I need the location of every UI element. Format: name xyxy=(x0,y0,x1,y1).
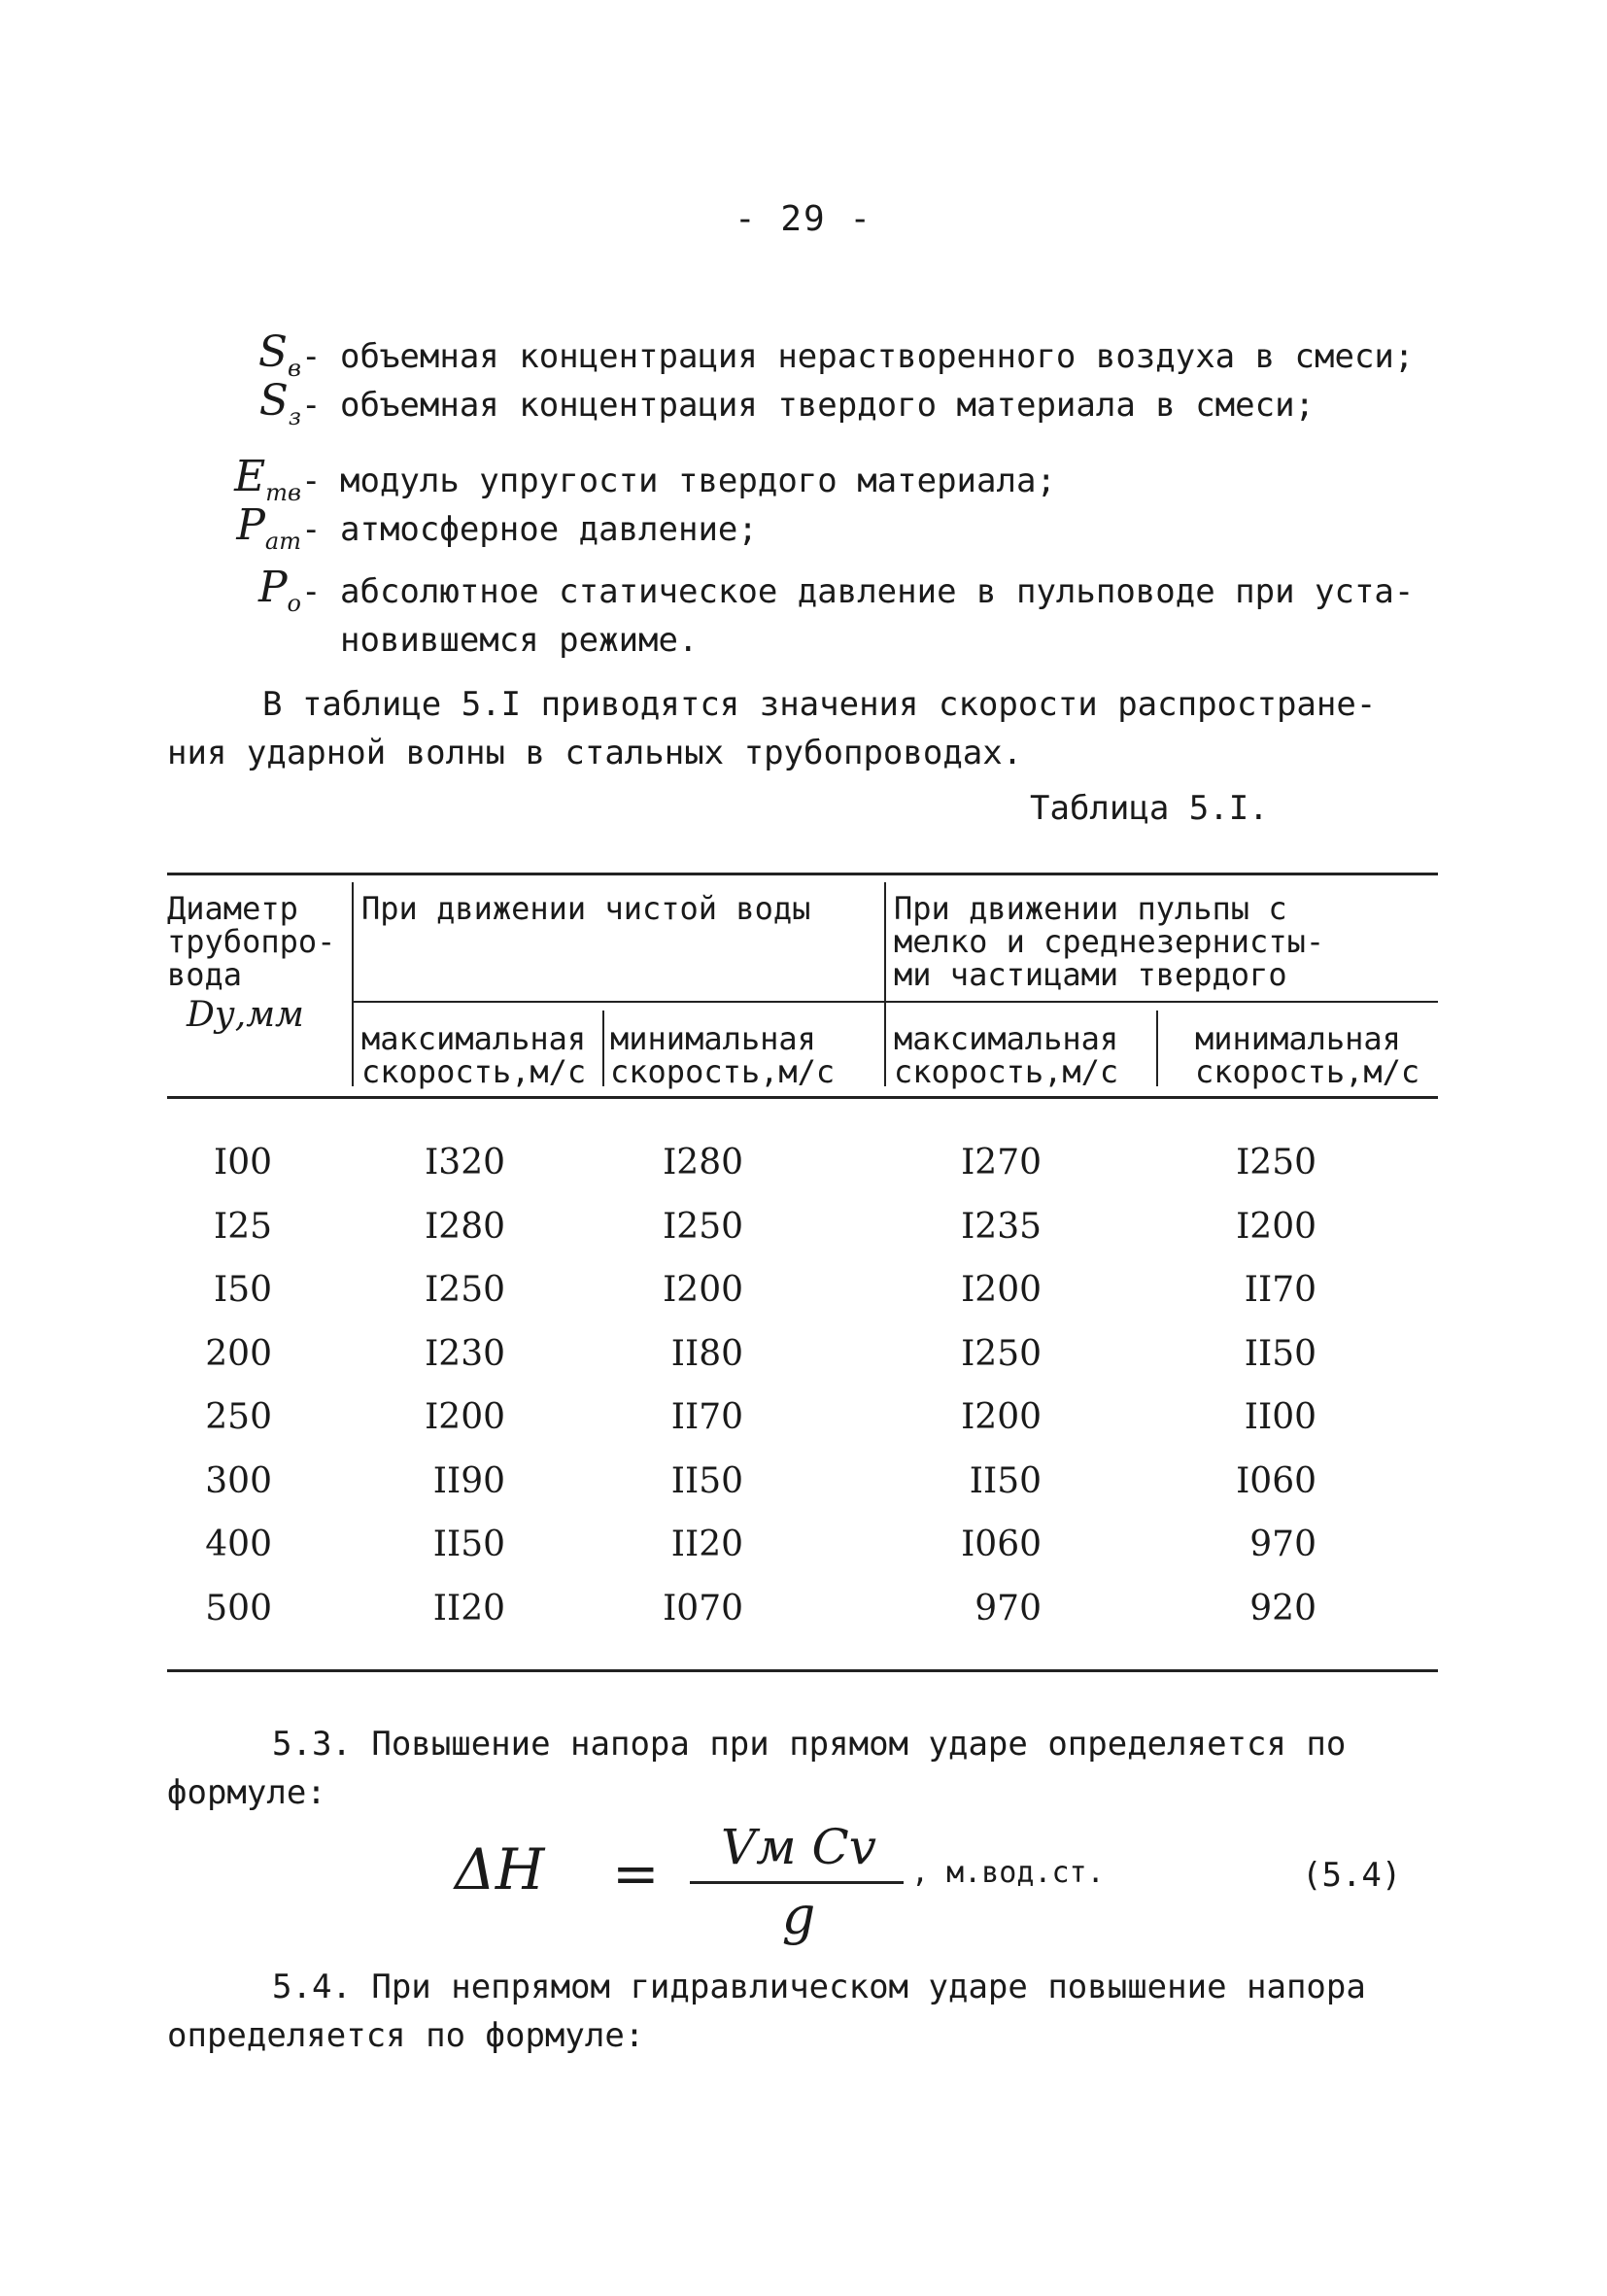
para-5-3-line-2: формуле: xyxy=(167,1773,326,1812)
speed-cell: I250 xyxy=(663,1206,743,1247)
speed-cell: I200 xyxy=(663,1270,743,1310)
formula-numerator: Vм Cv xyxy=(721,1819,876,1875)
diameter-cell: 400 xyxy=(205,1525,272,1564)
speed-cell: I070 xyxy=(663,1588,743,1628)
para-5-4-line-1: 5.4. При непрямом гидравлическом ударе повышение напора xyxy=(272,1968,1366,2006)
formula-5-4 xyxy=(447,1819,1477,1946)
table-top-rule xyxy=(167,873,1438,875)
table-header-rule xyxy=(167,1096,1438,1099)
column-divider xyxy=(352,882,354,1086)
speed-cell: I250 xyxy=(1236,1143,1316,1182)
speed-cell: I200 xyxy=(961,1270,1042,1310)
formula-number: (5.4) xyxy=(1302,1856,1402,1895)
speed-cell: II90 xyxy=(432,1460,505,1501)
column-divider xyxy=(1156,1011,1158,1086)
speed-cell: II20 xyxy=(432,1588,505,1628)
intro-line-1: В таблице 5.I приводятся значения скорости распростране- xyxy=(262,685,1377,724)
symbol: $S_з$ xyxy=(258,376,301,430)
speed-cell: II00 xyxy=(1244,1397,1316,1437)
formula-denominator: g xyxy=(781,1885,816,1946)
intro-line-2: ния ударной волны в стальных трубопроводах. xyxy=(167,734,1023,772)
symbol: $S_в$ xyxy=(257,327,301,382)
speed-cell: I320 xyxy=(425,1143,505,1182)
speed-cell: I060 xyxy=(1236,1460,1316,1501)
speed-cell: II20 xyxy=(670,1525,743,1564)
speed-cell: II80 xyxy=(670,1333,743,1374)
speed-cell: I235 xyxy=(961,1206,1042,1247)
symbol: $P_о$ xyxy=(257,563,301,617)
speed-cell: 970 xyxy=(1249,1525,1316,1564)
header-diameter: Диаметр трубопро- вода Dу,мм xyxy=(167,890,336,1035)
column-divider xyxy=(884,882,886,1086)
speed-cell: I200 xyxy=(961,1397,1042,1437)
diameter-cell: 250 xyxy=(205,1397,272,1437)
page-number: - 29 - xyxy=(734,199,873,239)
para-5-3-line-1: 5.3. Повышение напора при прямом ударе определяется по xyxy=(272,1725,1347,1764)
subheader-water-max: максимальная скорость,м/с xyxy=(361,1020,587,1090)
diameter-cell: 300 xyxy=(205,1460,272,1501)
symbol: $P_{ат}$ xyxy=(236,500,301,555)
speed-cell: I270 xyxy=(961,1143,1042,1182)
speed-cell: II70 xyxy=(1244,1270,1316,1310)
para-5-4-line-2: определяется по формуле: xyxy=(167,2016,645,2055)
speed-cell: II50 xyxy=(969,1460,1042,1501)
speed-cell: 920 xyxy=(1249,1588,1316,1628)
column-divider xyxy=(602,1011,604,1086)
speed-cell: I280 xyxy=(663,1143,743,1182)
document-page: - 29 - $S_в$ - объемная концентрация нерастворенного воздуха в смеси; $S_з$ - объемная концентрация твердого материала в смеси; $E_{тв}$ - модуль упругости твердого материала; $P_{ат}$ - атмосферное давление; $P_о$ - абсолютное статическое давление в пульповоде при уста- новившемся режиме. В таблице 5.I приводятся значения скорости распростране- ния ударной волны в стальных трубопроводах. Таблица 5.I. Диаметр трубопро- вода Dу,мм При движении чистой воды При движении пульпы с мелко и среднезернисты- ми частицами твердого максимальная скорость,м/с минимальная скорость,м/с максимальная скорость,м/с минимальная скорость,м/с I00 I320 I280 I270 I250 I25 I280 I250 I235 I200 I50 I250 I200 I200 II70 200 I230 II80 I250 II50 250 I200 II70 I200 II00 300 II90 II50 II50 I060 400 II50 II20 I060 970 500 II20 I070 970 920 5.3. Повышение напора при прямом ударе определяется по формуле: ΔH = Vм Cv g , м.вод.ст. (5.4) 5.4. При непрямом гидравлическом ударе повышение напора определяется по формуле: xyxy=(0,0,1607,2296)
diameter-cell: 200 xyxy=(205,1333,272,1374)
symbol: $E_{тв}$ xyxy=(234,452,301,506)
subheader-pulp-max: максимальная скорость,м/с xyxy=(894,1020,1119,1090)
speed-cell: II50 xyxy=(670,1460,743,1501)
formula-lhs: ΔH xyxy=(455,1836,545,1902)
speed-cell: 970 xyxy=(974,1588,1042,1628)
table-bottom-rule xyxy=(167,1669,1438,1672)
formula-unit: , м.вод.ст. xyxy=(911,1856,1105,1890)
speed-cell: I280 xyxy=(425,1206,505,1247)
diameter-cell: I00 xyxy=(213,1143,272,1182)
speed-cell: II50 xyxy=(1244,1333,1316,1374)
speed-cell: I200 xyxy=(1236,1206,1316,1247)
speed-cell: I060 xyxy=(961,1525,1042,1564)
table-caption: Таблица 5.I. xyxy=(1030,789,1269,828)
fraction-bar xyxy=(690,1881,904,1884)
table-subheader-rule xyxy=(352,1001,1438,1003)
diameter-cell: I50 xyxy=(213,1270,272,1310)
subheader-water-min: минимальная скорость,м/с xyxy=(610,1020,836,1090)
diameter-cell: 500 xyxy=(205,1588,272,1628)
diameter-cell: I25 xyxy=(213,1206,272,1247)
formula-equals: = xyxy=(612,1840,660,1906)
header-pulp: При движении пульпы с мелко и среднезернисты- ми частицами твердого xyxy=(894,890,1325,993)
subheader-pulp-min: минимальная скорость,м/с xyxy=(1195,1020,1420,1090)
header-clean-water: При движении чистой воды xyxy=(361,890,811,927)
speed-cell: I200 xyxy=(425,1397,505,1437)
speed-cell: I230 xyxy=(425,1333,505,1374)
speed-cell: I250 xyxy=(961,1333,1042,1374)
speed-cell: II70 xyxy=(670,1397,743,1437)
speed-cell: I250 xyxy=(425,1270,505,1310)
speed-cell: II50 xyxy=(432,1525,505,1564)
